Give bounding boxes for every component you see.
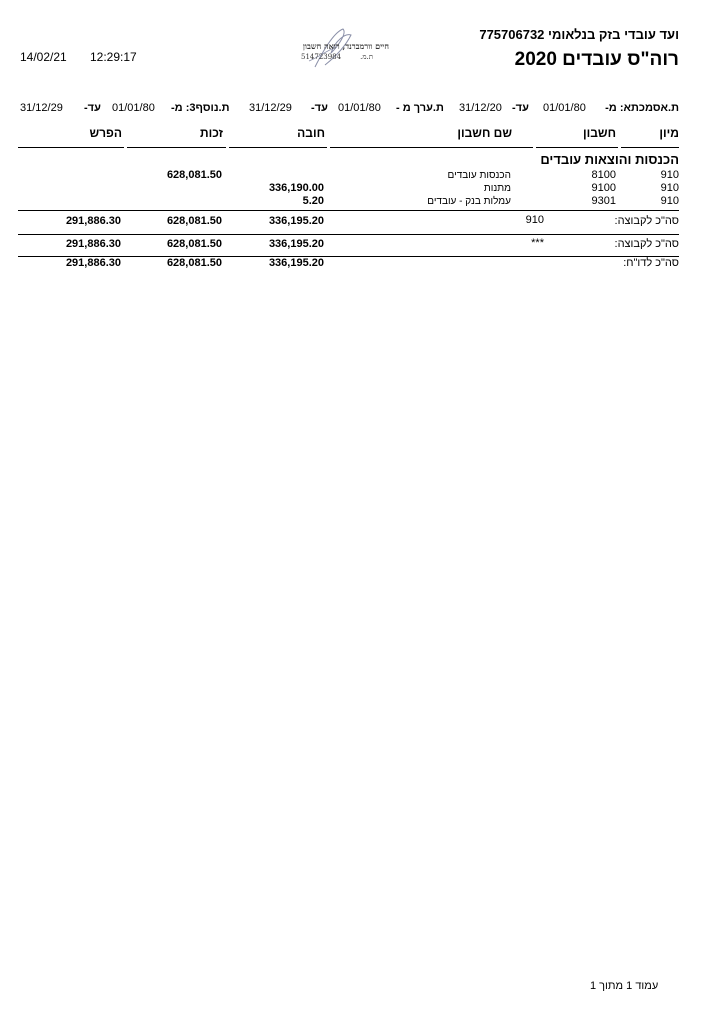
- total-label: סה"כ לקבוצה:: [614, 215, 679, 227]
- col-underline: [621, 147, 679, 148]
- filter-asmachta-from: 01/01/80: [543, 102, 586, 114]
- row-debit: 336,190.00: [268, 182, 324, 194]
- col-underline: [330, 147, 533, 148]
- total-debit: 336,195.20: [268, 238, 324, 250]
- print-time: 12:29:17: [90, 50, 137, 64]
- filter-asmachta-label: ת.אסמכתא: מ-: [605, 102, 679, 114]
- col-sort: מיון: [659, 126, 679, 140]
- total-credit: 628,081.50: [166, 257, 222, 269]
- row-sort: 910: [660, 195, 679, 207]
- filter-asmachta-to: 31/12/20: [459, 102, 502, 114]
- total-group-code: 910: [525, 214, 544, 226]
- total-credit: 628,081.50: [166, 215, 222, 227]
- stamp-id-label: ת.מ.: [360, 53, 373, 61]
- total-debit: 336,195.20: [268, 215, 324, 227]
- total-separator: [18, 234, 679, 235]
- col-underline: [18, 147, 124, 148]
- total-group-code: ***: [531, 237, 544, 249]
- total-debit: 336,195.20: [268, 257, 324, 269]
- col-underline: [536, 147, 618, 148]
- col-underline: [127, 147, 226, 148]
- filter-erech-to: 31/12/29: [249, 102, 292, 114]
- filter-nosaf-from: 01/01/80: [112, 102, 155, 114]
- organization-name: ועד עובדי בזק בנלאומי 775706732: [479, 27, 679, 42]
- row-account-name: הכנסות עובדים: [447, 170, 511, 181]
- col-debit: חובה: [297, 126, 325, 140]
- total-label: סה"כ לדו"ח:: [623, 257, 679, 269]
- row-debit: 5.20: [302, 195, 324, 207]
- filter-asmachta-to-label: עד-: [512, 102, 529, 114]
- group-title: הכנסות והוצאות עובדים: [540, 152, 679, 167]
- stamp-accountant-name: חיים וורמברנד, רואה חשבון: [302, 41, 389, 51]
- filter-nosaf-label: ת.נוסף3: מ-: [171, 102, 230, 114]
- row-sort: 910: [660, 169, 679, 181]
- filter-nosaf-to: 31/12/29: [20, 102, 63, 114]
- total-credit: 628,081.50: [166, 238, 222, 250]
- col-credit: זכות: [199, 126, 223, 140]
- row-credit: 628,081.50: [166, 169, 222, 181]
- report-title: רוה"ס עובדים 2020: [514, 49, 679, 70]
- filter-nosaf-to-label: עד-: [84, 102, 101, 114]
- accountant-stamp: [283, 27, 391, 73]
- filter-erech-to-label: עד-: [311, 102, 328, 114]
- page-number: עמוד 1 מתוך 1: [590, 980, 659, 992]
- total-diff: 291,886.30: [65, 215, 121, 227]
- col-diff: הפרש: [89, 126, 122, 140]
- row-account: 9301: [591, 195, 616, 207]
- row-account-name: מתנות: [483, 183, 511, 194]
- row-account: 8100: [591, 169, 616, 181]
- stamp-id-number: 514723984: [301, 53, 342, 61]
- filter-erech-label: ת.ערך מ -: [396, 102, 444, 114]
- row-account-name: עמלות בנק - עובדים: [427, 196, 511, 207]
- total-diff: 291,886.30: [65, 238, 121, 250]
- row-account: 9100: [591, 182, 616, 194]
- col-account: חשבון: [583, 126, 616, 140]
- col-account-name: שם חשבון: [457, 126, 512, 140]
- row-sort: 910: [660, 182, 679, 194]
- total-label: סה"כ לקבוצה:: [614, 238, 679, 250]
- col-underline: [229, 147, 327, 148]
- print-date: 14/02/21: [20, 50, 67, 64]
- total-diff: 291,886.30: [65, 257, 121, 269]
- total-separator: [18, 210, 679, 211]
- filter-erech-from: 01/01/80: [338, 102, 381, 114]
